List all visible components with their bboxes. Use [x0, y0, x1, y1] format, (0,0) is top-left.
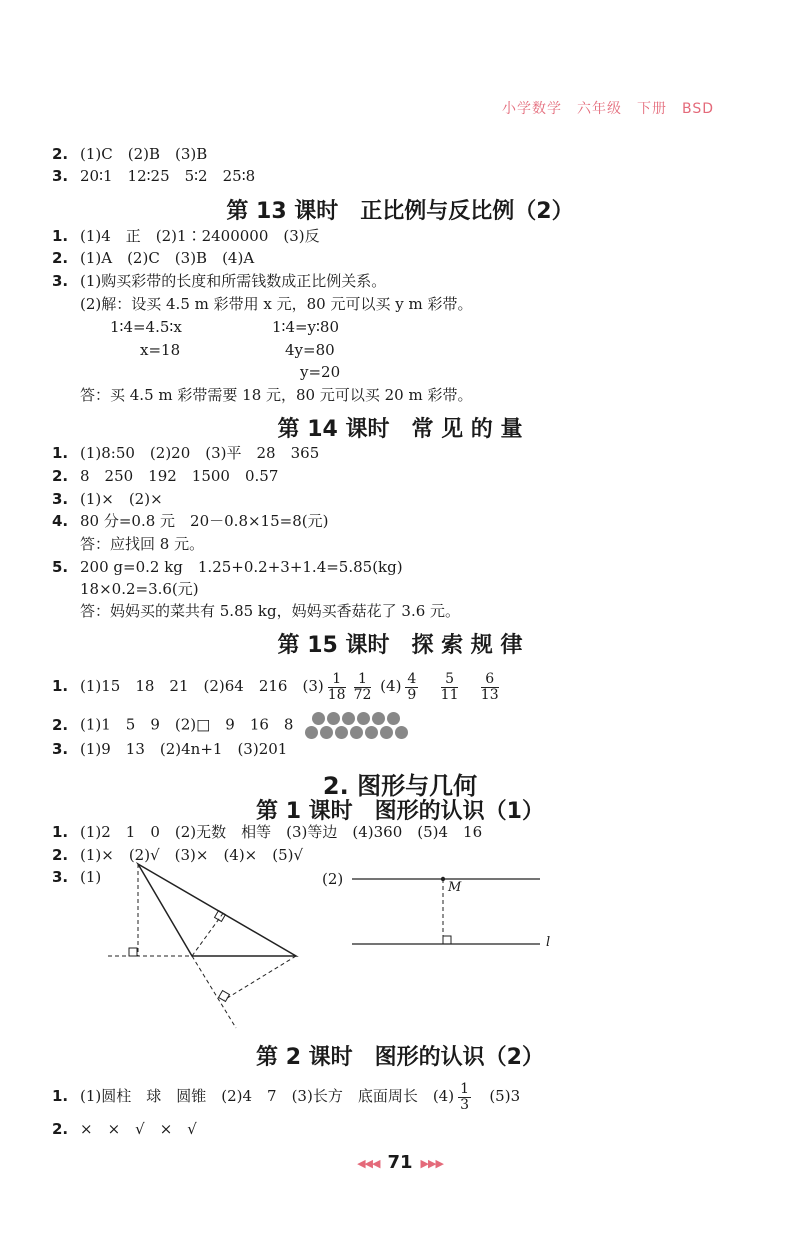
fraction: $\frac{1}{3}$: [460, 1080, 470, 1113]
answer-line: 1. (1)圆柱 球 圆锥 (2)4 7 (3)长方 底面周长 (4) $\frac{1}{3}$ (5)3: [52, 1080, 521, 1113]
lesson-15-title: 第 15 课时 探 索 规 律: [277, 633, 523, 658]
answer-line: 3. (1)9 13 (2)4n+1 (3)201: [52, 740, 288, 758]
answer-line: 2. (1)A (2)C (3)B (4)A: [52, 249, 255, 267]
diagram-label: (2): [322, 870, 344, 888]
answer-line: 1. (1)8:50 (2)20 (3)平 28 365: [52, 444, 320, 462]
lesson-13-title: 第 13 课时 正比例与反比例（2）: [226, 199, 574, 224]
equation: 1∶4=4.5∶x: [110, 318, 182, 336]
point-m-label: M: [448, 880, 462, 895]
answer-line: 4. 80 分=0.8 元 20－0.8×15=8(元): [52, 512, 329, 530]
line-l-label: l: [546, 935, 551, 950]
answer-line: 2. × × √ × √: [52, 1120, 197, 1138]
fraction: $\frac{4}{9}$: [407, 670, 417, 703]
answer-line: 5. 200 g=0.2 kg 1.25+0.2+3+1.4=5.85(kg): [52, 558, 403, 576]
answer-line: 3. (1): [52, 868, 102, 886]
answer-line: 答：妈妈买的菜共有 5.85 kg，妈妈买香菇花了 3.6 元。: [80, 602, 461, 620]
next-arrows-icon: ▶▶▶: [420, 1156, 443, 1170]
fraction: $\frac{6}{13}$: [480, 670, 499, 703]
answer-line: 2. (1)× (2)√ (3)× (4)× (5)√: [52, 846, 304, 864]
equation: x=18: [140, 341, 181, 359]
answer-line: 1. (1)2 1 0 (2)无数 相等 (3)等边 (4)360 (5)4 16: [52, 823, 483, 841]
prev-arrows-icon: ◀◀◀: [357, 1156, 380, 1170]
answer-line: 2. (1)C (2)B (3)B: [52, 145, 208, 163]
answer-line: 3. 20∶1 12∶25 5∶2 25∶8: [52, 167, 256, 185]
equation: y=20: [300, 363, 341, 381]
answer-line: 2. 8 250 192 1500 0.57: [52, 467, 279, 485]
lesson-2-title: 第 2 课时 图形的认识（2）: [256, 1045, 544, 1070]
answer-line: 2. (1)1 5 9 (2)□ 9 16 8: [52, 712, 409, 739]
answer-line: 3. (1)购买彩带的长度和所需钱数成正比例关系。: [52, 272, 387, 290]
dot-pattern-icon: [304, 712, 409, 739]
page-number: 71: [387, 1152, 413, 1173]
lesson-1-title: 第 1 课时 图形的认识（1）: [256, 799, 544, 824]
equation: 4y=80: [285, 341, 335, 359]
answer-line: 1. (1)4 正 (2)1∶2400000 (3)反: [52, 227, 320, 245]
fraction: $\frac{5}{11}$: [440, 670, 459, 703]
answer-line: 18×0.2=3.6(元): [80, 580, 199, 598]
answer-line: 答：买 4.5 m 彩带需要 18 元，80 元可以买 20 m 彩带。: [80, 386, 473, 404]
triangle-altitude-diagram: [100, 860, 320, 1035]
lesson-14-title: 第 14 课时 常 见 的 量: [277, 417, 523, 442]
answer-line: 3. (1)× (2)×: [52, 490, 163, 508]
unit-2-title: 2. 图形与几何: [322, 772, 478, 800]
book-header: 小学数学 六年级 下册 BSD: [501, 101, 714, 117]
fraction: $\frac{1}{72}$: [353, 670, 372, 703]
answer-line: (2)解：设买 4.5 m 彩带用 x 元，80 元可以买 y m 彩带。: [80, 295, 473, 313]
page-footer: [0, 1152, 800, 1173]
answer-line: 1. (1)15 18 21 (2)64 216 (3) $\frac{1}{18}$ $\frac{1}{72}$ (4) $\frac{4}{9}$ $\frac{5}{11}$ $\frac{6}{13}$: [52, 670, 499, 703]
fraction: $\frac{1}{18}$: [327, 670, 346, 703]
equation: 1∶4=y∶80: [272, 318, 340, 336]
answer-line: 答：应找回 8 元。: [80, 535, 205, 553]
